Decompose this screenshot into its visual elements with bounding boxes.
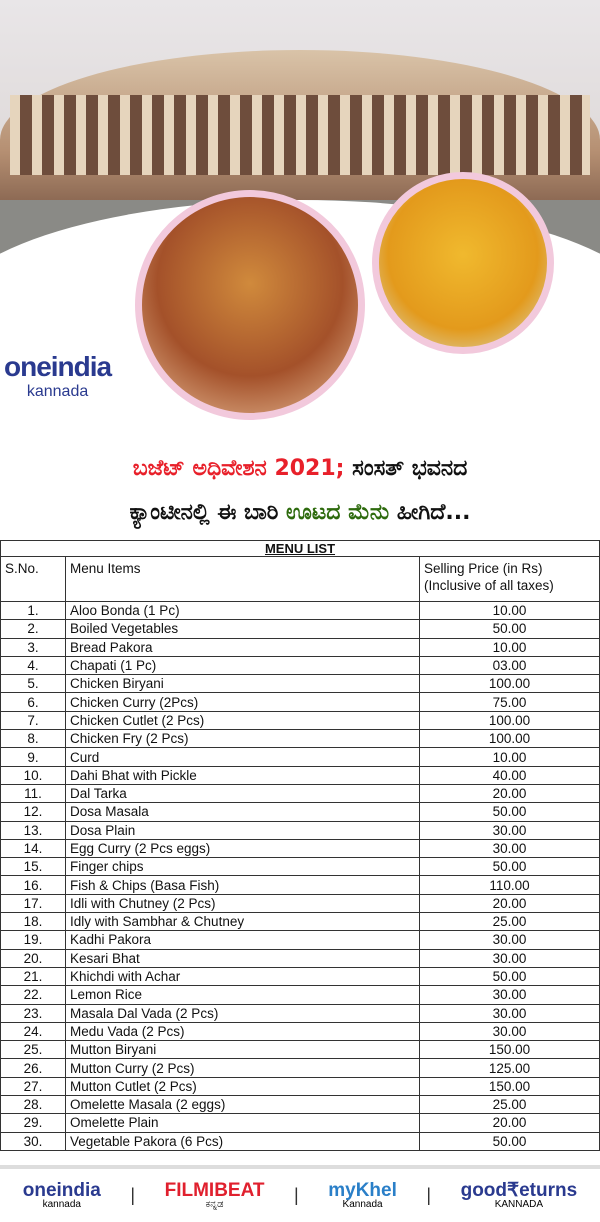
row-item: Chapati (1 Pc) (66, 656, 420, 674)
row-price: 30.00 (420, 839, 600, 857)
row-number: 30. (1, 1132, 66, 1150)
table-row (1, 693, 600, 711)
aloo-bonda-image (372, 172, 554, 354)
row-item: Curd (66, 748, 420, 766)
header-sno: S.No. (1, 557, 66, 602)
table-row (1, 821, 600, 839)
row-number: 7. (1, 711, 66, 729)
row-number: 27. (1, 1077, 66, 1095)
separator: | (426, 1185, 432, 1205)
row-item: Omelette Masala (2 eggs) (66, 1096, 420, 1114)
table-row (1, 748, 600, 766)
logo-sub: Kannada (342, 1199, 383, 1210)
row-price: 30.00 (420, 1004, 600, 1022)
row-number: 16. (1, 876, 66, 894)
logo-name: FILMIBEAT (164, 1180, 265, 1201)
menu-caption: MENU LIST (1, 541, 600, 557)
logo-name: oneindia (22, 1180, 101, 1201)
row-price: 50.00 (420, 967, 600, 985)
row-item: Egg Curry (2 Pcs eggs) (66, 839, 420, 857)
row-number: 1. (1, 602, 66, 620)
row-price: 40.00 (420, 766, 600, 784)
table-row (1, 1041, 600, 1059)
row-number: 6. (1, 693, 66, 711)
row-price: 20.00 (420, 1114, 600, 1132)
row-price: 10.00 (420, 602, 600, 620)
row-item: Dosa Plain (66, 821, 420, 839)
table-row (1, 784, 600, 802)
row-price: 30.00 (420, 986, 600, 1004)
row-item: Vegetable Pakora (6 Pcs) (66, 1132, 420, 1150)
row-item: Fish & Chips (Basa Fish) (66, 876, 420, 894)
biryani-image (135, 190, 365, 420)
row-number: 24. (1, 1022, 66, 1040)
row-price: 03.00 (420, 656, 600, 674)
table-row (1, 1022, 600, 1040)
row-number: 2. (1, 620, 66, 638)
row-price: 75.00 (420, 693, 600, 711)
row-number: 11. (1, 784, 66, 802)
header-items: Menu Items (66, 557, 420, 602)
row-number: 3. (1, 638, 66, 656)
row-price: 150.00 (420, 1077, 600, 1095)
row-number: 25. (1, 1041, 66, 1059)
row-price: 10.00 (420, 748, 600, 766)
table-row (1, 1096, 600, 1114)
row-number: 28. (1, 1096, 66, 1114)
row-price: 30.00 (420, 821, 600, 839)
headline-dark: ಕ್ಯಾಂಟೀನಲ್ಲಿ ಈ ಬಾರಿ (129, 500, 279, 525)
table-row (1, 602, 600, 620)
table-row (1, 1077, 600, 1095)
row-item: Dahi Bhat with Pickle (66, 766, 420, 784)
row-number: 17. (1, 894, 66, 912)
table-row (1, 656, 600, 674)
row-item: Khichdi with Achar (66, 967, 420, 985)
headline (0, 447, 600, 535)
row-price: 50.00 (420, 1132, 600, 1150)
row-price: 125.00 (420, 1059, 600, 1077)
logo-2[interactable] (328, 1181, 397, 1210)
row-item: Masala Dal Vada (2 Pcs) (66, 1004, 420, 1022)
row-item: Lemon Rice (66, 986, 420, 1004)
table-row (1, 1004, 600, 1022)
row-item: Medu Vada (2 Pcs) (66, 1022, 420, 1040)
table-row (1, 1114, 600, 1132)
row-item: Kesari Bhat (66, 949, 420, 967)
table-row (1, 620, 600, 638)
table-row (1, 711, 600, 729)
row-number: 12. (1, 803, 66, 821)
row-number: 8. (1, 730, 66, 748)
table-row (1, 766, 600, 784)
row-number: 13. (1, 821, 66, 839)
row-item: Mutton Biryani (66, 1041, 420, 1059)
row-number: 21. (1, 967, 66, 985)
table-row (1, 675, 600, 693)
row-number: 9. (1, 748, 66, 766)
headline-red: ಬಜೆಟ್ ಅಧಿವೇಶನ 2021; (132, 456, 345, 481)
logo-sub: kannada (42, 1199, 81, 1210)
table-row (1, 876, 600, 894)
table-row (1, 730, 600, 748)
row-item: Idly with Sambhar & Chutney (66, 913, 420, 931)
logo-sub: KANNADA (494, 1199, 544, 1210)
row-price: 20.00 (420, 894, 600, 912)
row-price: 100.00 (420, 711, 600, 729)
row-price: 25.00 (420, 913, 600, 931)
logo-0[interactable] (23, 1181, 101, 1210)
row-item: Mutton Cutlet (2 Pcs) (66, 1077, 420, 1095)
row-price: 50.00 (420, 620, 600, 638)
row-price: 20.00 (420, 784, 600, 802)
table-row (1, 1132, 600, 1150)
logo-sub: ಕನ್ನಡ (205, 1199, 224, 1210)
row-number: 14. (1, 839, 66, 857)
table-row (1, 986, 600, 1004)
row-price: 110.00 (420, 876, 600, 894)
table-row (1, 803, 600, 821)
logo-name: myKhel (328, 1180, 397, 1201)
headline-dark: ಸಂಸತ್ ಭವನದ (352, 456, 468, 481)
row-number: 5. (1, 675, 66, 693)
logo-name: good₹eturns (460, 1180, 578, 1201)
row-number: 4. (1, 656, 66, 674)
row-item: Kadhi Pakora (66, 931, 420, 949)
row-price: 30.00 (420, 1022, 600, 1040)
row-item: Omelette Plain (66, 1114, 420, 1132)
logo-3[interactable] (461, 1181, 578, 1210)
watermark-brand: oneindia (4, 351, 112, 382)
header-price: Selling Price (in Rs) (Inclusive of all taxes) (420, 557, 600, 602)
row-price: 30.00 (420, 949, 600, 967)
headline-green: ಊಟದ ಮೆನು (286, 500, 390, 525)
row-item: Chicken Curry (2Pcs) (66, 693, 420, 711)
oneindia-watermark (4, 352, 111, 400)
row-number: 26. (1, 1059, 66, 1077)
watermark-sub: kannada (26, 382, 89, 400)
row-price: 150.00 (420, 1041, 600, 1059)
row-item: Chicken Biryani (66, 675, 420, 693)
table-row (1, 913, 600, 931)
row-item: Chicken Cutlet (2 Pcs) (66, 711, 420, 729)
table-row (1, 1059, 600, 1077)
row-number: 29. (1, 1114, 66, 1132)
row-number: 22. (1, 986, 66, 1004)
row-item: Aloo Bonda (1 Pc) (66, 602, 420, 620)
row-item: Boiled Vegetables (66, 620, 420, 638)
row-item: Dosa Masala (66, 803, 420, 821)
table-row (1, 894, 600, 912)
logo-1[interactable] (165, 1181, 265, 1210)
row-item: Bread Pakora (66, 638, 420, 656)
row-item: Finger chips (66, 858, 420, 876)
row-number: 20. (1, 949, 66, 967)
row-item: Dal Tarka (66, 784, 420, 802)
table-row (1, 931, 600, 949)
row-number: 19. (1, 931, 66, 949)
row-price: 50.00 (420, 803, 600, 821)
footer-logos (0, 1165, 600, 1222)
table-row (1, 967, 600, 985)
headline-dark: ಹೀಗಿದೆ... (396, 500, 471, 525)
table-row (1, 638, 600, 656)
table-row (1, 949, 600, 967)
row-price: 100.00 (420, 675, 600, 693)
row-price: 30.00 (420, 931, 600, 949)
row-price: 10.00 (420, 638, 600, 656)
menu-table (0, 540, 600, 1151)
row-number: 23. (1, 1004, 66, 1022)
row-number: 18. (1, 913, 66, 931)
row-price: 50.00 (420, 858, 600, 876)
table-row (1, 858, 600, 876)
row-item: Idli with Chutney (2 Pcs) (66, 894, 420, 912)
row-price: 25.00 (420, 1096, 600, 1114)
row-item: Chicken Fry (2 Pcs) (66, 730, 420, 748)
row-number: 10. (1, 766, 66, 784)
row-item: Mutton Curry (2 Pcs) (66, 1059, 420, 1077)
table-row (1, 839, 600, 857)
row-price: 100.00 (420, 730, 600, 748)
separator: | (130, 1185, 136, 1205)
separator: | (294, 1185, 299, 1205)
row-number: 15. (1, 858, 66, 876)
